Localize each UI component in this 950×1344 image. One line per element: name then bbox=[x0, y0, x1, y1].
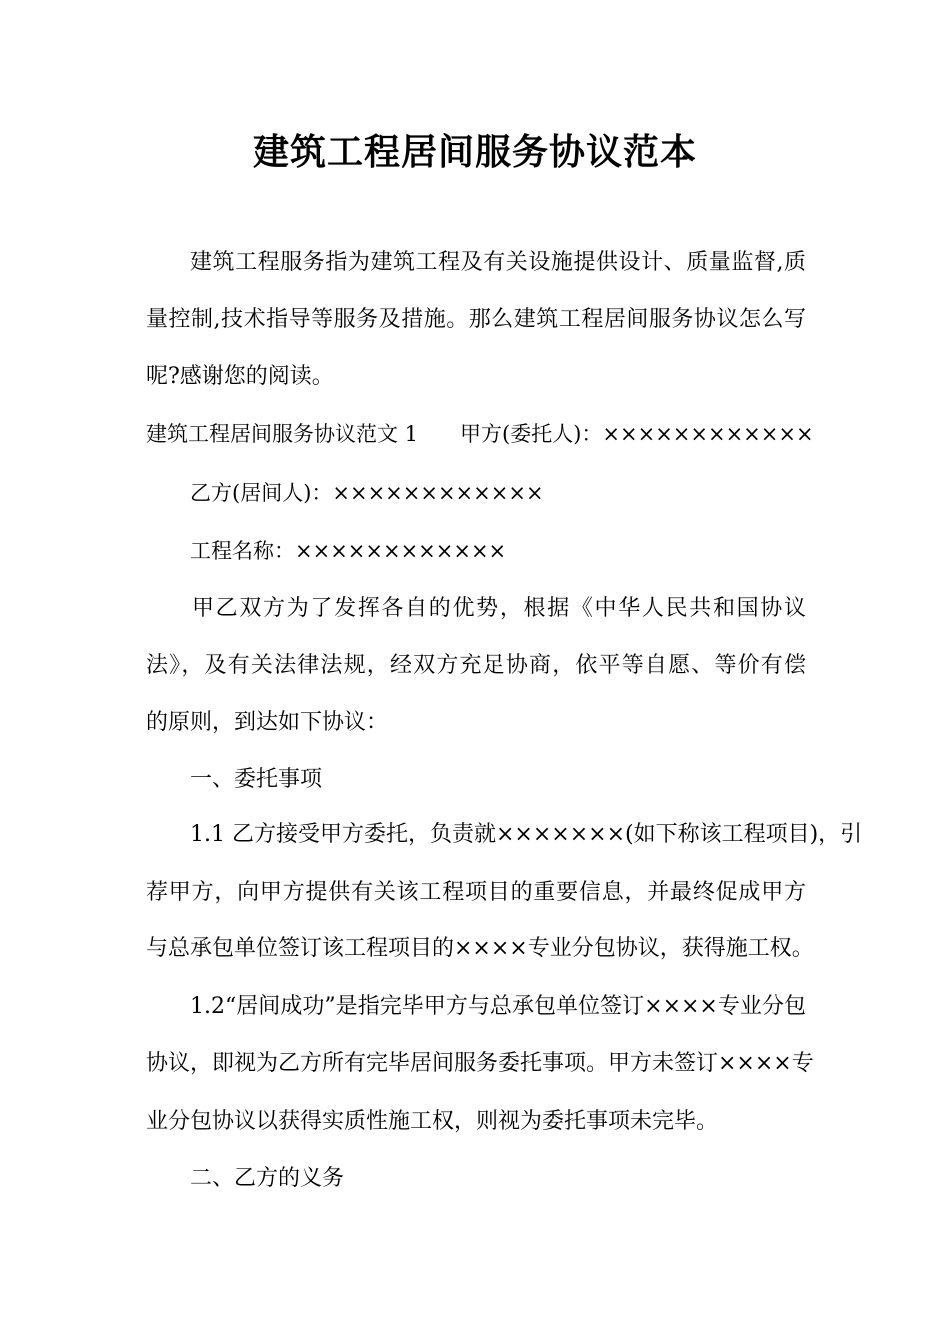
preamble-line-1: 甲乙双方为了发挥各自的优势，根据《中华人民共和国协议 bbox=[192, 596, 806, 621]
clause-1-1-line-1: 1.1 乙方接受甲方委托，负责就×××××××(如下称该工程项目)，引 bbox=[190, 822, 863, 847]
sample-heading-party-a: 建筑工程居间服务协议范文 1 甲方(委托人)：×××××××××××× bbox=[146, 422, 814, 446]
clause-1-2-line-3: 业分包协议以获得实质性施工权，则视为委托事项未完毕。 bbox=[146, 1109, 719, 1134]
intro-line-1: 建筑工程服务指为建筑工程及有关设施提供设计、质量监督,质 bbox=[190, 250, 806, 275]
party-b-line: 乙方(居间人)：×××××××××××× bbox=[190, 481, 544, 505]
clause-1-1-line-2: 荐甲方，向甲方提供有关该工程项目的重要信息，并最终促成甲方 bbox=[146, 880, 806, 905]
preamble-line-2: 法》，及有关法律法规，经双方充足协商，依平等自愿、等价有偿 bbox=[146, 653, 806, 678]
preamble-line-3: 的原则，到达如下协议： bbox=[146, 710, 389, 735]
clause-1-2-line-1: 1.2“居间成功”是指完毕甲方与总承包单位签订××××专业分包 bbox=[190, 994, 806, 1019]
intro-line-2: 量控制,技术指导等服务及措施。那么建筑工程居间服务协议怎么写 bbox=[146, 307, 806, 332]
clause-1-2-line-2: 协议，即视为乙方所有完毕居间服务委托事项。甲方未签订××××专 bbox=[146, 1051, 814, 1076]
project-name-line: 工程名称：×××××××××××× bbox=[190, 539, 507, 563]
document-title: 建筑工程居间服务协议范本 bbox=[252, 131, 697, 173]
intro-line-3: 呢?感谢您的阅读。 bbox=[146, 364, 334, 389]
clause-1-1-line-3: 与总承包单位签订该工程项目的××××专业分包协议，获得施工权。 bbox=[146, 936, 814, 961]
section-1-heading: 一、委托事项 bbox=[190, 767, 323, 792]
section-2-heading: 二、乙方的义务 bbox=[190, 1166, 345, 1191]
